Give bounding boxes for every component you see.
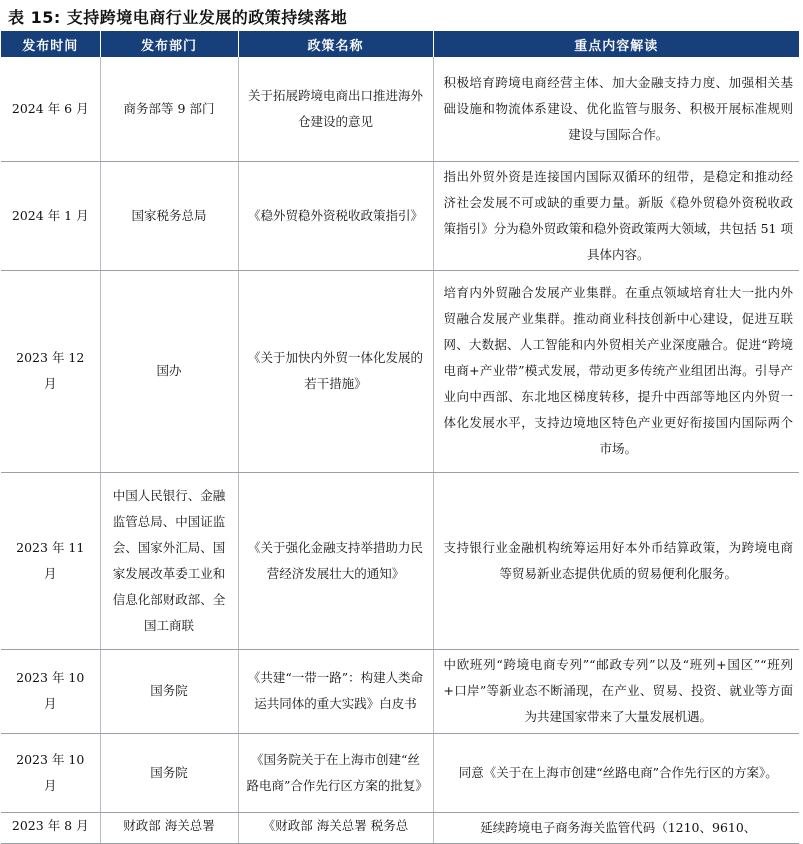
cell-dept: 国务院	[100, 649, 238, 733]
cell-policy: 关于拓展跨境电商出口推进海外仓建设的意见	[238, 57, 433, 161]
policy-table	[1, 31, 799, 844]
cell-content: 支持银行业金融机构统筹运用好本外币结算政策，为跨境电商等贸易新业态提供优质的贸易便利化服务。	[433, 472, 799, 649]
table-row	[1, 270, 799, 472]
table-row	[1, 649, 799, 733]
cell-policy: 《关于强化金融支持举措助力民营经济发展壮大的通知》	[238, 472, 433, 649]
cell-time: 2024 年 6 月	[1, 57, 100, 161]
cell-policy: 《国务院关于在上海市创建“丝路电商”合作先行区方案的批复》	[238, 733, 433, 812]
cell-dept: 国务院	[100, 733, 238, 812]
header-dept: 发布部门	[100, 31, 238, 57]
cell-policy: 《财政部 海关总署 税务总	[238, 812, 433, 843]
header-content: 重点内容解读	[433, 31, 799, 57]
cell-time: 2023 年 8 月	[1, 812, 100, 843]
cell-policy: 《关于加快内外贸一体化发展的若干措施》	[238, 270, 433, 472]
table-row	[1, 733, 799, 812]
cell-content: 指出外贸外资是连接国内国际双循环的纽带，是稳定和推动经济社会发展不可或缺的重要力量。新版《稳外贸稳外资税收政策指引》分为稳外贸政策和稳外资政策两大领域，共包括 51 项具体内容。	[433, 161, 799, 270]
cell-content: 培育内外贸融合发展产业集群。在重点领域培育壮大一批内外贸融合发展产业集群。推动商业科技创新中心建设，促进互联网、大数据、人工智能和内外贸相关产业深度融合。促进“跨境电商+产业带”模式发展，带动更多传统产业组团出海。引导产业向中西部、东北地区梯度转移，提升中西部等地区内外贸一体化发展水平，支持边境地区特色产业更好衔接国内国际两个市场。	[433, 270, 799, 472]
cell-time: 2023 年 12 月	[1, 270, 100, 472]
cell-dept: 财政部 海关总署	[100, 812, 238, 843]
cell-time: 2023 年 10 月	[1, 733, 100, 812]
cell-time: 2023 年 10 月	[1, 649, 100, 733]
cell-content: 同意《关于在上海市创建“丝路电商”合作先行区的方案》。	[433, 733, 799, 812]
table-title: 表 15: 支持跨境电商行业发展的政策持续落地	[8, 8, 348, 27]
cell-content: 积极培育跨境电商经营主体、加大金融支持力度、加强相关基础设施和物流体系建设、优化监管与服务、积极开展标准规则建设与国际合作。	[433, 57, 799, 161]
cell-content: 延续跨境电子商务海关监管代码（1210、9610、	[433, 812, 799, 843]
header-time: 发布时间	[1, 31, 100, 57]
cell-dept: 国家税务总局	[100, 161, 238, 270]
table-row	[1, 472, 799, 649]
cell-time: 2024 年 1 月	[1, 161, 100, 270]
cell-policy: 《共建“一带一路”：构建人类命运共同体的重大实践》白皮书	[238, 649, 433, 733]
table-row	[1, 57, 799, 161]
table-row	[1, 161, 799, 270]
table-row	[1, 812, 799, 843]
cell-policy: 《稳外贸稳外资税收政策指引》	[238, 161, 433, 270]
cell-content: 中欧班列“跨境电商专列”“邮政专列”以及“班列+国区”“班列+口岸”等新业态不断涌现，在产业、贸易、投资、就业等方面为共建国家带来了大量发展机遇。	[433, 649, 799, 733]
cell-dept: 商务部等 9 部门	[100, 57, 238, 161]
header-policy: 政策名称	[238, 31, 433, 57]
table-header-row	[1, 31, 799, 57]
cell-dept: 中国人民银行、金融监管总局、中国证监会、国家外汇局、国家发展改革委工业和信息化部财政部、全国工商联	[100, 472, 238, 649]
cell-dept: 国办	[100, 270, 238, 472]
cell-time: 2023 年 11 月	[1, 472, 100, 649]
